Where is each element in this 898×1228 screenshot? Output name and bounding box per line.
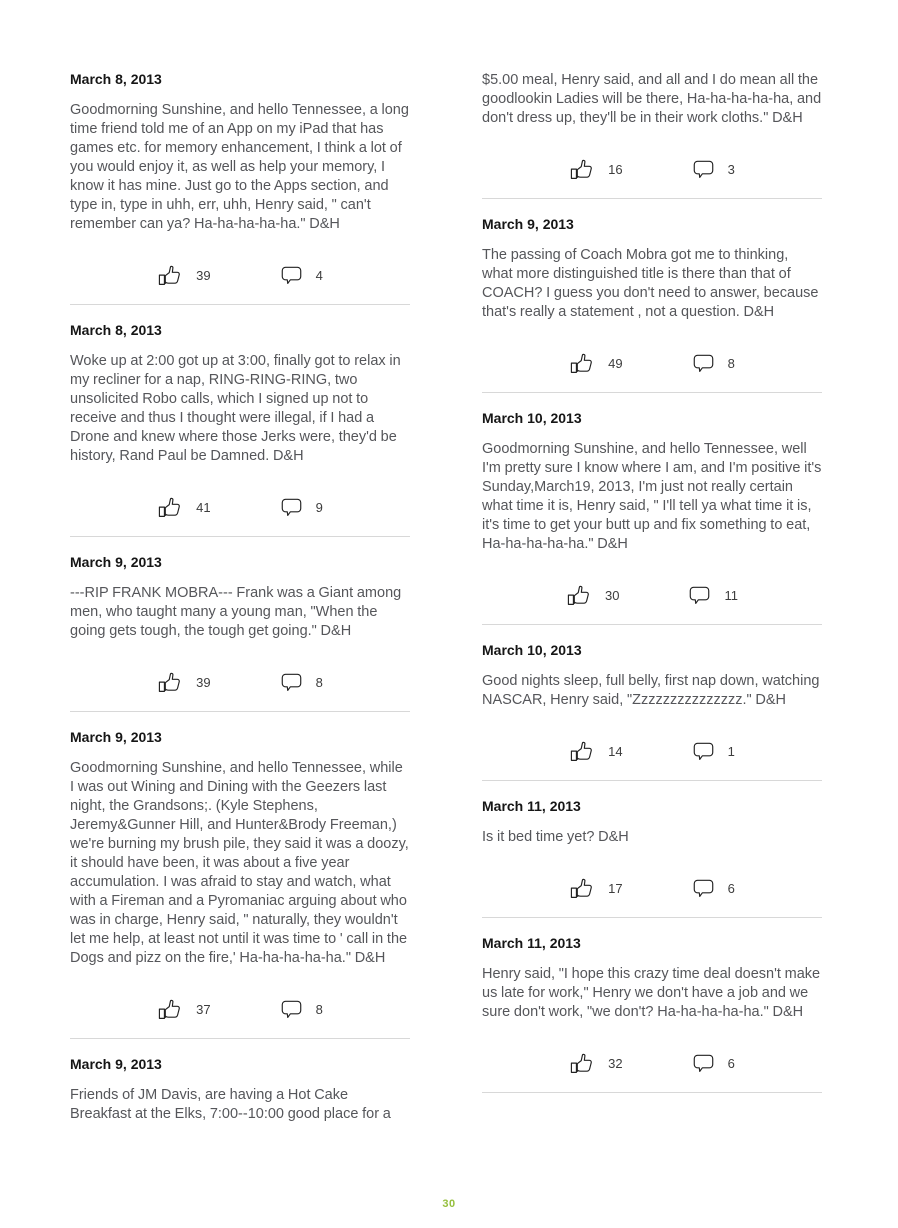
- comment-bubble-icon: [691, 351, 716, 376]
- post: [70, 729, 410, 1039]
- post-body: $5.00 meal, Henry said, and all and I do mean all the goodlookin Ladies will be there, Ha-ha-ha-ha-ha, and don't dress up, they'll be in their work cloths." D&H: [482, 72, 822, 126]
- post-actions: [482, 736, 822, 766]
- post-actions: [482, 348, 822, 378]
- comment-count-group: [691, 351, 735, 376]
- post-actions: [70, 492, 410, 522]
- post: [482, 798, 822, 918]
- post-body: Is it bed time yet? D&H: [482, 829, 629, 845]
- thumbs-up-icon: [569, 1050, 596, 1077]
- post: [70, 554, 410, 712]
- comment-count: 8: [315, 674, 323, 690]
- like-count-group: [157, 494, 210, 521]
- thumbs-up-icon: [569, 156, 596, 183]
- post-body: ---RIP FRANK MOBRA--- Frank was a Giant among men, who taught many a young man, "When the going gets tough, the tough get going." D&H: [70, 585, 402, 639]
- like-count-group: [157, 262, 210, 289]
- comment-bubble-icon: [279, 263, 304, 288]
- like-count-group: [569, 875, 622, 902]
- like-count: 41: [196, 499, 211, 515]
- thumbs-up-icon: [566, 582, 593, 609]
- comment-bubble-icon: [691, 876, 716, 901]
- comment-count-group: [691, 876, 735, 901]
- like-count-group: [569, 156, 622, 183]
- post-body: Woke up at 2:00 got up at 3:00, finally got to relax in my recliner for a nap, RING-RING-RING, two unsolicited Robo calls, which I signed up not to receive and thus I thought were illegal, if I had a Drone and knew where those Jerks were, they'd be history, Rand Paul be Damned. D&H: [70, 353, 401, 464]
- like-count: 14: [608, 743, 623, 759]
- post-actions: [70, 260, 410, 290]
- comment-count-group: [687, 583, 738, 608]
- post-date: March 9, 2013: [70, 1056, 162, 1072]
- post-body: Good nights sleep, full belly, first nap down, watching NASCAR, Henry said, "Zzzzzzzzzzzzzzz." D&H: [482, 673, 820, 708]
- like-count: 32: [608, 1055, 623, 1071]
- post-continued: [70, 1056, 410, 1124]
- post-body: Henry said, "I hope this crazy time deal doesn't make us late for work," Henry we don't have a job and we sure don't work, "we don't? Ha-ha-ha-ha-ha." D&H: [482, 966, 821, 1020]
- post-continuation: [482, 71, 822, 199]
- thumbs-up-icon: [569, 875, 596, 902]
- like-count-group: [569, 738, 622, 765]
- thumbs-up-icon: [157, 669, 184, 696]
- post-body: Goodmorning Sunshine, and hello Tennessee, a long time friend told me of an App on my iPad that has games etc. for memory enhancement, I think a lot of you would enjoy it, as well as help your memory, I know it has mine. Just go to the Apps section, and type in, type in uhh, err, uhh, Henry said, " can't remember can ya? Ha-ha-ha-ha-ha." D&H: [70, 102, 409, 232]
- comment-count: 6: [727, 880, 735, 896]
- comment-count-group: [691, 1051, 735, 1076]
- post: [70, 322, 410, 537]
- post: [482, 935, 822, 1093]
- comment-count: 9: [315, 499, 323, 515]
- comment-count-group: [279, 670, 323, 695]
- comment-bubble-icon: [691, 739, 716, 764]
- comment-count: 1: [727, 743, 735, 759]
- comment-bubble-icon: [691, 157, 716, 182]
- comment-count: 8: [727, 355, 735, 371]
- comment-bubble-icon: [279, 495, 304, 520]
- post: [482, 216, 822, 393]
- like-count-group: [566, 582, 619, 609]
- page-number: 30: [442, 1198, 456, 1210]
- like-count: 39: [196, 267, 211, 283]
- two-column-layout: [70, 71, 822, 1150]
- post-date: March 9, 2013: [70, 554, 162, 570]
- thumbs-up-icon: [157, 494, 184, 521]
- post-date: March 9, 2013: [70, 729, 162, 745]
- comment-bubble-icon: [279, 670, 304, 695]
- post-body: Goodmorning Sunshine, and hello Tennessee, while I was out Wining and Dining with the Geezers last night, the Grandsons;. (Kyle Stephens, Jeremy&Gunner Hill, and Hunter&Brody Freeman,) we're burning my brush pile, they said it was a doozy, it should have been, it was about a five year accumulation. I was afraid to stay and watch, what with a Fireman and a Pyromaniac arguing about who was in charge, Henry said, " naturally, they wouldn't let me help, at least not until it was time to ' call in the Dogs and pizz on the fire,' Ha-ha-ha-ha-ha." D&H: [70, 760, 409, 966]
- post-date: March 11, 2013: [482, 798, 581, 814]
- thumbs-up-icon: [569, 350, 596, 377]
- post-actions: [70, 667, 410, 697]
- comment-count: 8: [315, 1001, 323, 1017]
- post-date: March 8, 2013: [70, 322, 162, 338]
- post: [70, 71, 410, 305]
- post-body: Goodmorning Sunshine, and hello Tennessee, well I'm pretty sure I know where I am, and I'm positive it's Sunday,March19, 2013, I'm just not really certain what time it is, Henry said, " I'll tell ya what time it is, it's time to get your butt up and fix something to eat, Ha-ha-ha-ha-ha." D&H: [482, 441, 822, 552]
- comment-count: 3: [727, 161, 735, 177]
- right-column: [482, 71, 822, 1150]
- post-date: March 8, 2013: [70, 71, 162, 87]
- like-count: 39: [196, 674, 211, 690]
- comment-count: 4: [315, 267, 323, 283]
- comment-count-group: [279, 263, 323, 288]
- post-date: March 10, 2013: [482, 410, 582, 426]
- thumbs-up-icon: [157, 996, 184, 1023]
- post-actions: [482, 580, 822, 610]
- like-count: 37: [196, 1001, 211, 1017]
- left-column: [70, 71, 410, 1150]
- like-count: 30: [605, 587, 620, 603]
- comment-count: 6: [727, 1055, 735, 1071]
- comment-bubble-icon: [687, 583, 712, 608]
- like-count: 16: [608, 161, 623, 177]
- post: [482, 642, 822, 781]
- comment-bubble-icon: [279, 997, 304, 1022]
- thumbs-up-icon: [569, 738, 596, 765]
- like-count-group: [569, 1050, 622, 1077]
- post-actions: [482, 1048, 822, 1078]
- post-date: March 9, 2013: [482, 216, 574, 232]
- comment-count-group: [691, 739, 735, 764]
- post-date: March 10, 2013: [482, 642, 582, 658]
- post-date: March 11, 2013: [482, 935, 581, 951]
- comment-count: 11: [724, 587, 738, 603]
- post-actions: [482, 154, 822, 184]
- like-count: 17: [608, 880, 623, 896]
- post-actions: [482, 873, 822, 903]
- comment-count-group: [691, 157, 735, 182]
- comment-bubble-icon: [691, 1051, 716, 1076]
- like-count-group: [157, 996, 210, 1023]
- like-count-group: [569, 350, 622, 377]
- like-count-group: [157, 669, 210, 696]
- post: [482, 410, 822, 625]
- post-body: Friends of JM Davis, are having a Hot Cake Breakfast at the Elks, 7:00--10:00 good place for a: [70, 1087, 391, 1122]
- comment-count-group: [279, 495, 323, 520]
- post-actions: [70, 994, 410, 1024]
- thumbs-up-icon: [157, 262, 184, 289]
- comment-count-group: [279, 997, 323, 1022]
- post-body: The passing of Coach Mobra got me to thinking, what more distinguished title is there than that of COACH? I guess you don't need to answer, because that's really a statement , not a question. D&H: [482, 247, 819, 320]
- like-count: 49: [608, 355, 623, 371]
